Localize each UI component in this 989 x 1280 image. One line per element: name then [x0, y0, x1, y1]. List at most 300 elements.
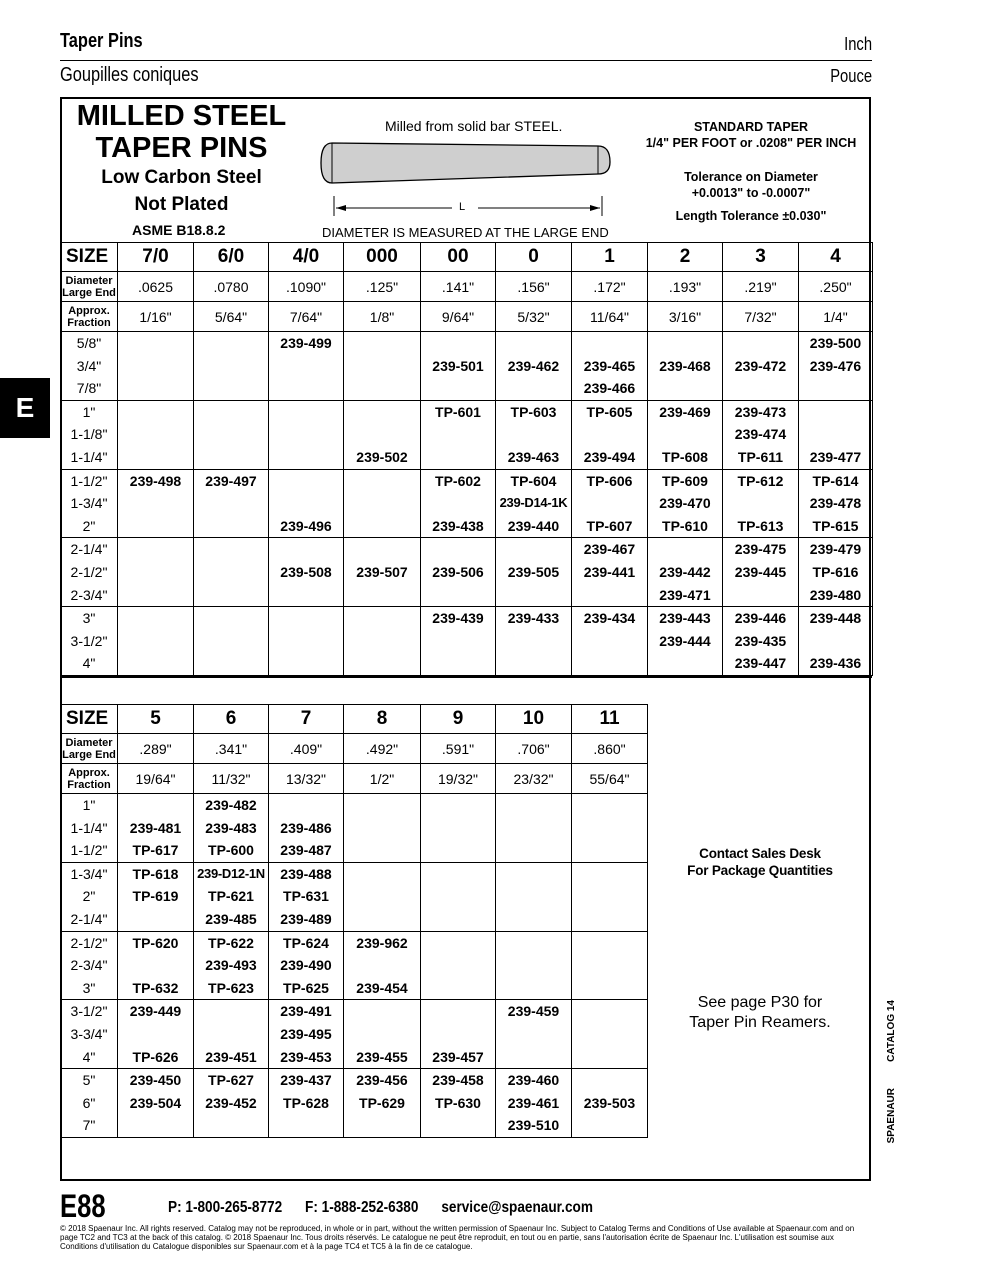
part-cell — [194, 607, 269, 676]
part-number: 239-441 — [583, 563, 636, 580]
part-number — [496, 1046, 571, 1069]
part-number: 239-453 — [280, 1048, 332, 1065]
part-number — [269, 794, 343, 817]
length-value: 2-3/4" — [70, 586, 108, 603]
part-number: 239-446 — [734, 610, 787, 627]
part-number — [269, 377, 343, 400]
part-cell — [799, 332, 873, 401]
part-number: 239-447 — [734, 655, 787, 672]
diameter-value: .706" — [496, 734, 572, 764]
part-number: TP-600 — [208, 842, 254, 859]
part-number: TP-623 — [208, 979, 254, 996]
part-number — [194, 377, 268, 400]
catalog-label: CATALOG 14 — [886, 1000, 897, 1062]
fraction-value: 5/32" — [496, 302, 572, 332]
diameter-value: .289" — [118, 734, 194, 764]
part-number: 239-442 — [659, 563, 711, 580]
part-number: 239-452 — [205, 1094, 257, 1111]
part-number: TP-601 — [435, 403, 481, 420]
part-cell — [723, 607, 799, 676]
length-value: 1" — [82, 797, 96, 813]
part-number: 239-450 — [129, 1072, 182, 1089]
fraction-value: 5/64" — [194, 302, 269, 332]
part-cell — [421, 607, 496, 676]
part-number: 239-439 — [432, 610, 484, 627]
part-number: 239-479 — [809, 541, 862, 558]
diameter-value: .591" — [421, 734, 496, 764]
part-cell — [799, 400, 873, 469]
part-number: TP-618 — [132, 865, 179, 882]
length-cell — [61, 931, 118, 1000]
part-cell — [421, 400, 496, 469]
part-number — [118, 1023, 193, 1046]
part-cell — [723, 400, 799, 469]
part-number — [648, 332, 722, 355]
part-number: 239-456 — [356, 1072, 408, 1089]
length-cell — [61, 794, 118, 863]
part-number: 239-500 — [809, 335, 862, 351]
part-number: 239-498 — [129, 472, 182, 489]
part-number — [194, 652, 268, 675]
part-number: TP-626 — [132, 1048, 179, 1065]
part-cell — [496, 862, 572, 931]
part-number — [344, 355, 420, 378]
part-number: TP-630 — [435, 1094, 481, 1111]
part-number — [194, 1114, 268, 1137]
part-number: TP-617 — [132, 842, 179, 859]
fraction-value: 13/32" — [269, 764, 344, 794]
part-number: 239-487 — [280, 842, 332, 859]
length-value: 1-3/4" — [70, 865, 108, 882]
part-cell — [648, 469, 723, 538]
part-number — [648, 423, 722, 446]
part-number: TP-608 — [662, 448, 708, 465]
part-number: 239-454 — [356, 979, 408, 996]
part-number — [118, 652, 193, 675]
part-cell — [799, 607, 873, 676]
part-number — [496, 817, 571, 840]
part-number — [572, 1023, 647, 1046]
part-number — [344, 817, 420, 840]
diameter-value: .172" — [572, 272, 648, 302]
part-number — [118, 561, 193, 584]
part-number — [496, 908, 571, 931]
part-cell — [799, 538, 873, 607]
drawing-caption-top: Milled from solid bar STEEL. — [385, 118, 563, 134]
length-value: 1-1/4" — [70, 819, 108, 836]
part-number: 239-490 — [280, 957, 332, 974]
tolerance-title: Tolerance on Diameter — [684, 170, 818, 184]
part-number — [118, 515, 193, 538]
part-number — [496, 794, 571, 817]
part-number — [572, 794, 647, 817]
part-cell — [648, 538, 723, 607]
length-value: 7" — [82, 1117, 96, 1134]
part-cell — [421, 1000, 496, 1069]
part-number — [118, 446, 193, 469]
diameter-label — [61, 272, 118, 302]
part-number: 239-507 — [356, 563, 408, 580]
tolerance-value: +0.0013" to -0.0007" — [691, 186, 811, 200]
part-number — [723, 584, 798, 607]
part-number — [269, 630, 343, 653]
taper-title: STANDARD TAPER — [693, 120, 809, 134]
part-cell — [118, 794, 194, 863]
part-number — [344, 954, 420, 977]
fraction-label — [61, 764, 118, 794]
part-number: 239-468 — [659, 357, 711, 374]
part-number — [269, 652, 343, 675]
part-number: 239-491 — [280, 1003, 332, 1020]
part-cell — [118, 862, 194, 931]
part-number: 239-448 — [809, 610, 862, 627]
part-number: TP-629 — [359, 1094, 405, 1111]
part-cell — [572, 931, 648, 1000]
part-number: 239-485 — [205, 910, 257, 927]
length-value: 7/8" — [76, 380, 102, 397]
length-value: 3-1/2" — [70, 1003, 108, 1020]
part-number — [118, 377, 193, 400]
length-value: 4" — [82, 1048, 96, 1065]
part-cell — [572, 1000, 648, 1069]
part-cell — [344, 538, 421, 607]
part-cell — [496, 1000, 572, 1069]
part-number — [496, 332, 571, 355]
part-cell — [572, 1069, 648, 1138]
part-number: 239-480 — [809, 586, 862, 603]
part-number — [496, 423, 571, 446]
part-number — [344, 538, 420, 561]
size-label: SIZE — [61, 243, 118, 272]
part-number — [421, 1114, 495, 1137]
part-number — [118, 492, 193, 515]
part-cell — [118, 400, 194, 469]
part-number — [421, 885, 495, 908]
length-cell — [61, 1000, 118, 1069]
part-cell — [572, 607, 648, 676]
part-cell — [118, 1000, 194, 1069]
part-number — [344, 908, 420, 931]
part-number — [269, 607, 343, 630]
part-cell — [269, 332, 344, 401]
diameter-value: .156" — [496, 272, 572, 302]
part-number — [194, 607, 268, 630]
contact-info — [168, 1199, 593, 1217]
part-number: 239-499 — [280, 335, 332, 351]
size-table-2 — [60, 704, 648, 1138]
length-value: 2-1/4" — [70, 541, 108, 558]
length-value: 1-1/4" — [70, 448, 108, 465]
part-number: 239-443 — [659, 610, 711, 627]
fraction-value: 23/32" — [496, 764, 572, 794]
fraction-value: 1/4" — [799, 302, 873, 332]
part-cell — [572, 332, 648, 401]
part-number — [344, 1114, 420, 1137]
part-cell — [421, 794, 496, 863]
size-header: 0 — [496, 243, 572, 272]
length-value: 2-3/4" — [70, 957, 108, 974]
part-cell — [344, 1069, 421, 1138]
part-number: 239-462 — [507, 357, 560, 374]
part-number: 239-495 — [280, 1025, 332, 1042]
part-number — [572, 1069, 647, 1092]
diameter-label-2: Large End — [62, 286, 116, 299]
part-number — [344, 1023, 420, 1046]
diameter-value: .0625 — [118, 272, 194, 302]
size-header: 5 — [118, 705, 194, 734]
part-number: 239-962 — [356, 934, 408, 951]
size-header: 1 — [572, 243, 648, 272]
part-number — [194, 1000, 268, 1023]
length-value: 3-1/2" — [70, 632, 108, 649]
part-number — [421, 908, 495, 931]
size-header: 6 — [194, 705, 269, 734]
part-cell — [118, 1069, 194, 1138]
part-cell — [269, 400, 344, 469]
part-number: 239-457 — [432, 1048, 484, 1065]
part-number — [269, 538, 343, 561]
part-number: 239-D12-1N — [197, 865, 265, 881]
length-value: 2-1/4" — [70, 910, 108, 927]
part-cell — [421, 469, 496, 538]
part-number — [496, 652, 571, 675]
brand-label: SPAENAUR — [886, 1088, 897, 1144]
part-number: 239-461 — [507, 1094, 560, 1111]
part-number: TP-603 — [510, 403, 557, 420]
part-number — [118, 607, 193, 630]
fraction-value: 11/64" — [572, 302, 648, 332]
part-number — [344, 470, 420, 493]
fraction-label-1: Approx. — [68, 304, 110, 317]
part-number: 239-473 — [734, 403, 787, 420]
length-group-row — [61, 931, 648, 1000]
part-cell — [421, 1069, 496, 1138]
contact-line-2: For Package Quantities — [687, 863, 833, 878]
part-number — [269, 470, 343, 493]
length-cell — [61, 400, 118, 469]
title-finish: Not Plated — [134, 194, 229, 215]
diameter-value: .125" — [344, 272, 421, 302]
part-number — [572, 1114, 647, 1137]
part-number: TP-609 — [662, 472, 708, 489]
length-value: 3" — [82, 610, 96, 627]
part-number — [421, 932, 495, 955]
fraction-value: 7/32" — [723, 302, 799, 332]
part-cell — [344, 332, 421, 401]
length-value: 1-1/2" — [70, 842, 108, 859]
tolerance-spec — [640, 169, 862, 201]
part-number — [269, 355, 343, 378]
part-number — [496, 630, 571, 653]
part-cell — [194, 538, 269, 607]
part-cell — [269, 607, 344, 676]
part-cell — [194, 1000, 269, 1069]
part-number — [118, 954, 193, 977]
part-number: 239-503 — [583, 1094, 636, 1111]
part-cell — [421, 862, 496, 931]
part-number — [421, 423, 495, 446]
email-link[interactable]: service@spaenaur.com — [441, 1199, 593, 1216]
part-cell — [269, 931, 344, 1000]
fax-number: F: 1-888-252-6380 — [305, 1199, 419, 1216]
part-number: 239-458 — [432, 1072, 484, 1089]
size-header: 4/0 — [269, 243, 344, 272]
part-number: TP-622 — [208, 934, 254, 951]
part-cell — [344, 931, 421, 1000]
length-tolerance: Length Tolerance ±0.030" — [675, 209, 827, 223]
part-number — [421, 492, 495, 515]
part-cell — [572, 538, 648, 607]
part-number — [572, 863, 647, 886]
part-cell — [118, 538, 194, 607]
part-number: TP-607 — [586, 517, 633, 534]
part-cell — [194, 931, 269, 1000]
fraction-value: 3/16" — [648, 302, 723, 332]
diameter-value: .492" — [344, 734, 421, 764]
part-number — [496, 932, 571, 955]
part-number — [344, 607, 420, 630]
diameter-value: .0780 — [194, 272, 269, 302]
part-number: 239-436 — [809, 655, 862, 672]
part-number — [648, 377, 722, 400]
part-number: TP-625 — [283, 979, 329, 996]
part-number — [723, 492, 798, 515]
part-cell — [421, 538, 496, 607]
part-number — [572, 908, 647, 931]
length-group-row — [61, 400, 873, 469]
part-number — [344, 401, 420, 424]
part-number — [421, 377, 495, 400]
part-number: 239-505 — [507, 563, 560, 580]
part-cell — [344, 607, 421, 676]
part-number — [496, 538, 571, 561]
taper-spec — [640, 119, 862, 151]
part-number — [421, 954, 495, 977]
part-cell — [496, 538, 572, 607]
length-value: 2" — [82, 888, 96, 905]
size-header: 6/0 — [194, 243, 269, 272]
part-cell — [496, 794, 572, 863]
part-number: 239-D14-1K — [499, 495, 568, 511]
part-number — [118, 630, 193, 653]
part-cell — [118, 469, 194, 538]
part-number — [194, 538, 268, 561]
part-number: 239-463 — [507, 448, 560, 465]
part-number — [344, 630, 420, 653]
part-number — [344, 423, 420, 446]
part-cell — [344, 794, 421, 863]
length-group-row — [61, 1000, 648, 1069]
diameter-value: .193" — [648, 272, 723, 302]
part-number — [421, 817, 495, 840]
part-number — [269, 1114, 343, 1137]
part-number — [421, 839, 495, 862]
part-number: TP-605 — [586, 403, 633, 420]
fraction-label-2: Fraction — [67, 778, 111, 791]
part-number — [572, 839, 647, 862]
part-number: 239-483 — [205, 819, 257, 836]
part-number — [269, 584, 343, 607]
part-number — [269, 492, 343, 515]
part-cell — [799, 469, 873, 538]
part-cell — [496, 469, 572, 538]
part-number — [344, 1000, 420, 1023]
part-number: 239-438 — [432, 517, 484, 534]
part-number: 239-433 — [507, 610, 560, 627]
part-number — [118, 423, 193, 446]
part-number: TP-614 — [812, 472, 859, 489]
part-number — [496, 863, 571, 886]
header-divider — [60, 60, 872, 61]
size-header: 7 — [269, 705, 344, 734]
part-number — [421, 630, 495, 653]
part-number — [421, 1023, 495, 1046]
part-cell — [496, 607, 572, 676]
part-number — [572, 1046, 647, 1069]
part-number — [421, 1000, 495, 1023]
size-row — [61, 243, 873, 272]
part-number: TP-632 — [132, 979, 179, 996]
part-number — [194, 584, 268, 607]
part-number: 239-497 — [205, 472, 257, 489]
part-cell — [648, 607, 723, 676]
part-number: 239-493 — [205, 957, 257, 974]
part-number — [344, 515, 420, 538]
size-header: 00 — [421, 243, 496, 272]
part-cell — [723, 538, 799, 607]
part-cell — [269, 469, 344, 538]
part-number — [496, 839, 571, 862]
part-cell — [269, 1000, 344, 1069]
part-number — [269, 446, 343, 469]
part-number — [118, 538, 193, 561]
part-number — [799, 401, 872, 424]
part-number — [194, 446, 268, 469]
part-number: 239-437 — [280, 1072, 332, 1089]
fraction-value: 7/64" — [269, 302, 344, 332]
part-cell — [421, 332, 496, 401]
size-header: 10 — [496, 705, 572, 734]
part-cell — [723, 469, 799, 538]
part-number — [194, 401, 268, 424]
part-number — [496, 377, 571, 400]
length-value: 5/8" — [76, 335, 102, 351]
title-material: Low Carbon Steel — [101, 167, 262, 188]
part-number — [344, 885, 420, 908]
part-number — [194, 561, 268, 584]
size-label: SIZE — [61, 705, 118, 734]
size-header: 7/0 — [118, 243, 194, 272]
part-number: TP-612 — [737, 472, 784, 489]
part-number: 239-444 — [659, 632, 711, 649]
length-value: 2" — [82, 517, 96, 534]
part-number — [572, 817, 647, 840]
diameter-value: .860" — [572, 734, 648, 764]
part-cell — [496, 400, 572, 469]
part-number: 239-504 — [129, 1094, 182, 1111]
part-number: TP-619 — [132, 888, 179, 905]
fraction-value: 1/2" — [344, 764, 421, 794]
part-number — [572, 977, 647, 1000]
part-number: TP-631 — [283, 888, 329, 905]
length-cell — [61, 862, 118, 931]
part-number — [421, 584, 495, 607]
part-cell — [572, 862, 648, 931]
part-number: TP-613 — [737, 517, 784, 534]
part-number — [194, 515, 268, 538]
part-cell — [344, 400, 421, 469]
part-cell — [118, 931, 194, 1000]
